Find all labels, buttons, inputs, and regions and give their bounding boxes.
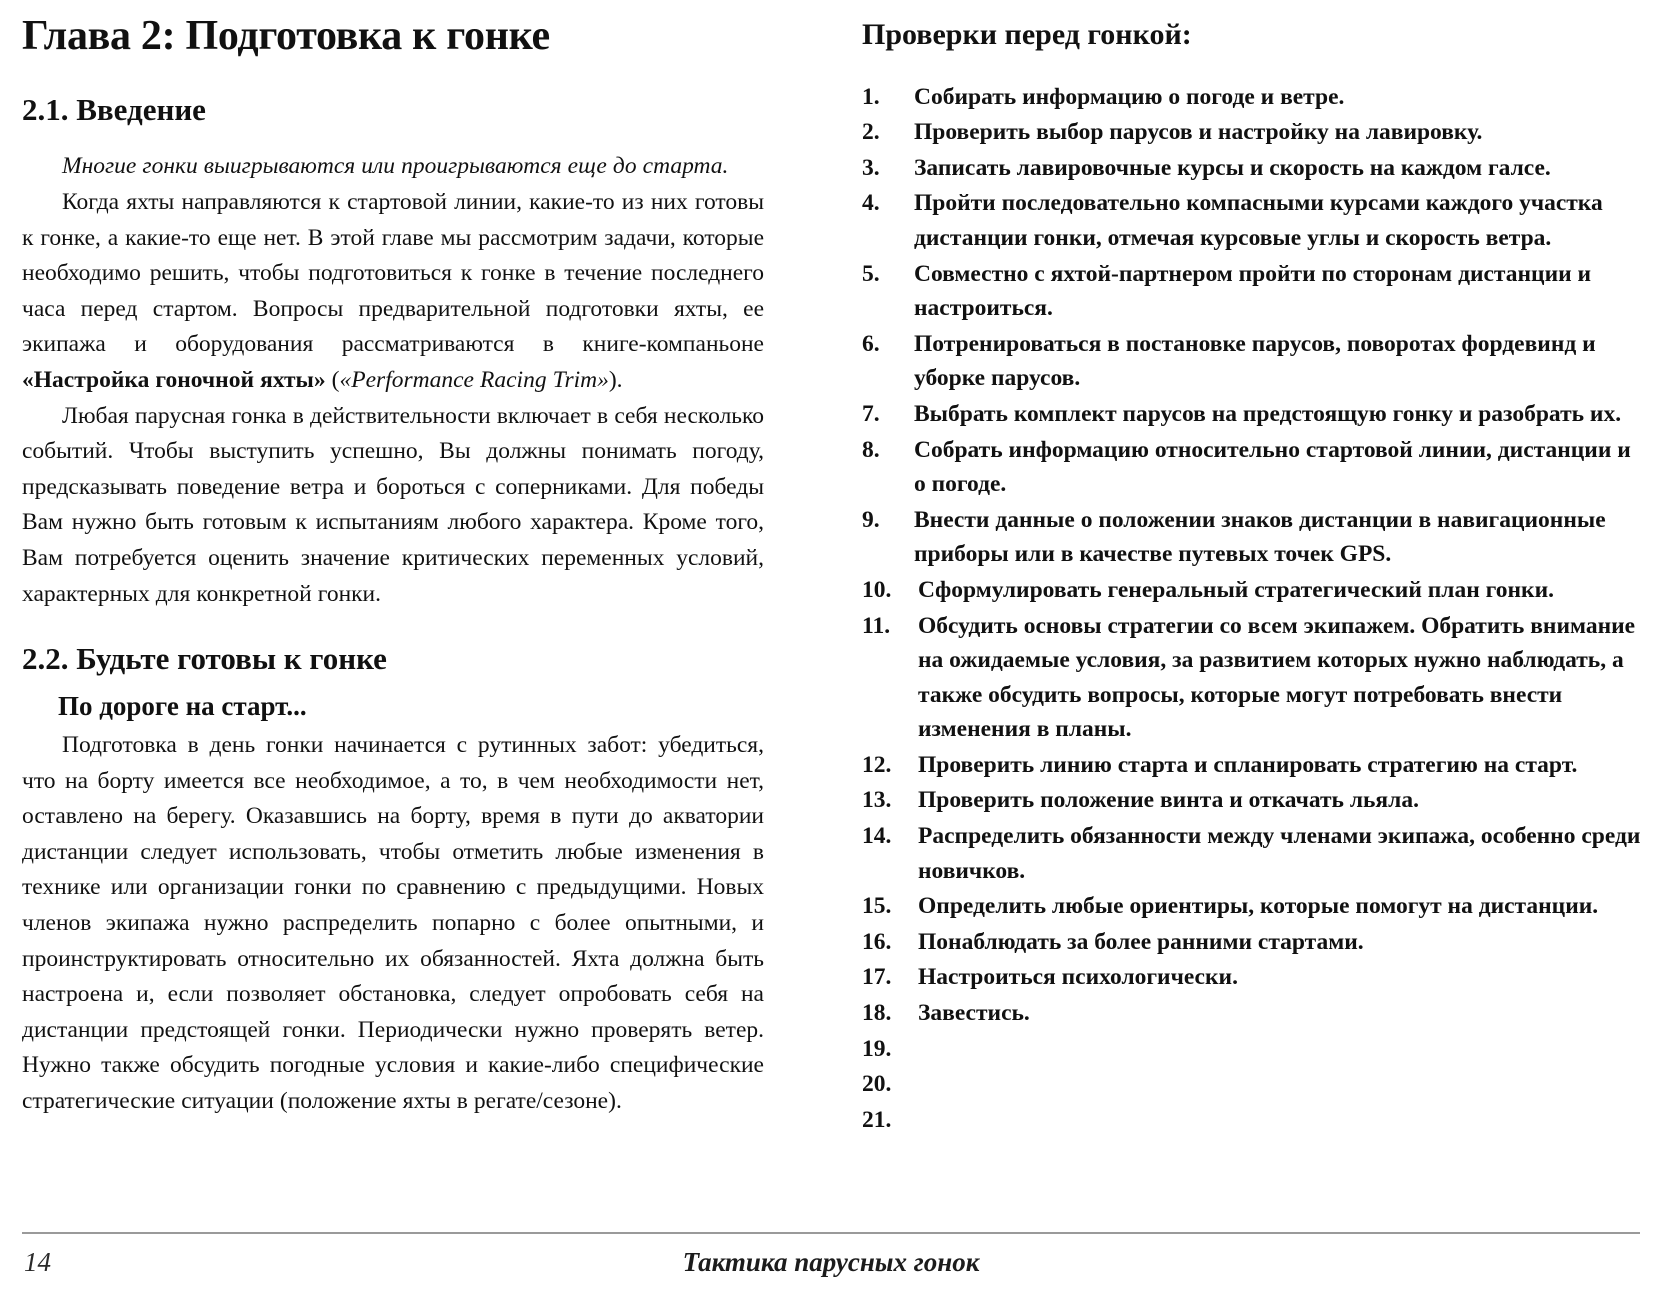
checklist-item xyxy=(862,748,1644,783)
paragraph-intro-text-c: ). xyxy=(608,367,623,394)
checklist-item xyxy=(862,573,1644,608)
checklist-item-text: Обсудить основы стратегии со всем экипажем. Обратить внимание на ожидаемые условия, за развитием которых нужно наблюдать, а также обсудить вопросы, которые могут потребовать внести изменения в планы. xyxy=(918,612,1636,743)
paragraph-intro-text-a: Когда яхты направляются к стартовой линии, какие-то из них готовы к гонке, а какие-то еще нет. В этой главе мы рассмотрим задачи, которые необходимо решить, чтобы подготовиться к гонке в течение последнего часа перед стартом. Вопросы предварительной подготовки яхты, ее экипажа и оборудования рассматриваются в книге-компаньоне xyxy=(22,189,764,358)
checklist-item xyxy=(862,609,1644,747)
checklist-item xyxy=(862,151,1644,186)
checklist-item xyxy=(862,1032,1644,1067)
checklist-item-text: Сформулировать генеральный стратегический план гонки. xyxy=(918,576,1554,603)
checklist-item xyxy=(862,1067,1644,1102)
paragraph-intro-text-b: ( xyxy=(325,367,340,394)
checklist-item-text: Проверить линию старта и спланировать стратегию на старт. xyxy=(918,751,1578,778)
checklist-item-text: Выбрать комплект парусов на предстоящую гонку и разобрать их. xyxy=(914,400,1622,427)
epigraph-paragraph: Многие гонки выигрываются или проигрываются еще до старта. xyxy=(62,153,729,180)
checklist-item-text: Внести данные о положении знаков дистанции в навигационные приборы или в качестве путевых точек GPS. xyxy=(914,506,1606,568)
paragraph-race-day-preparation: Подготовка в день гонки начинается с рутинных забот: убедиться, что на борту имеется все необходимое, а то, в чем необходимости нет, оставлено на берегу. Оказавшись на борту, время в пути до акватории дистанции следует использовать, чтобы отметить любые изменения в технике или организации гонки по сравнению с предыдущими. Новых членов экипажа нужно распределить попарно с более опытными, и проинструктировать относительно их обязанностей. Яхта должна быть настроена и, если позволяет обстановка, следует опробовать себя на дистанции предстоящей гонки. Периодически нужно проверять ветер. Нужно также обсудить погодные условия и какие-либо специфические стратегические ситуации (положение яхты в регате/сезоне). xyxy=(22,731,764,1114)
left-text-column xyxy=(22,14,764,1119)
checklist-item xyxy=(862,397,1644,432)
checklist-item-number: 3. xyxy=(862,154,880,181)
checklist-item-number: 12. xyxy=(862,751,892,778)
checklist-item-number: 17. xyxy=(862,964,892,991)
checklist-item-number: 1. xyxy=(862,83,880,110)
checklist-item xyxy=(862,889,1644,924)
checklist-item-number: 5. xyxy=(862,260,880,287)
checklist-item-number: 14. xyxy=(862,823,892,850)
checklist-title: Проверки перед гонкой: xyxy=(862,18,1192,51)
right-checklist-column xyxy=(862,18,1644,1138)
checklist-item-text: Совместно с яхтой-партнером пройти по сторонам дистанции и настроиться. xyxy=(914,260,1592,322)
checklist-item-number: 9. xyxy=(862,506,880,533)
checklist-item-text: Определить любые ориентиры, которые помогут на дистанции. xyxy=(918,893,1599,920)
checklist-item-number: 20. xyxy=(862,1071,892,1098)
checklist-item-number: 15. xyxy=(862,893,892,920)
checklist-item-number: 6. xyxy=(862,330,880,357)
checklist-item-number: 21. xyxy=(862,1106,892,1133)
companion-book-title-en: «Performance Racing Trim» xyxy=(339,367,609,394)
checklist-item xyxy=(862,925,1644,960)
checklist-item-text: Распределить обязанности между членами экипажа, особенно среди новичков. xyxy=(918,823,1641,884)
checklist-item xyxy=(862,80,1644,115)
page-footer xyxy=(22,1247,1640,1287)
checklist-item xyxy=(862,1103,1644,1138)
checklist-item xyxy=(862,783,1644,818)
checklist-item-text: Потренироваться в постановке парусов, поворотах фордевинд и уборке парусов. xyxy=(914,330,1596,392)
checklist-item xyxy=(862,996,1644,1031)
checklist-item-text: Пройти последовательно компасными курсами каждого участка дистанции гонки, отмечая курсовые углы и скорость ветра. xyxy=(914,190,1603,251)
checklist-item-number: 18. xyxy=(862,1000,892,1027)
checklist-item-number: 16. xyxy=(862,928,892,955)
page-number: 14 xyxy=(24,1247,51,1277)
checklist-item-number: 10. xyxy=(862,576,892,603)
paragraph-introduction xyxy=(22,185,764,399)
checklist-item xyxy=(862,960,1644,995)
chapter-title: Глава 2: Подготовка к гонке xyxy=(22,13,550,59)
checklist-item-number: 4. xyxy=(862,190,880,217)
checklist-item xyxy=(862,327,1644,396)
footer-divider xyxy=(22,1232,1640,1234)
checklist-item-text: Собрать информацию относительно стартовой линии, дистанции и о погоде. xyxy=(914,436,1631,498)
companion-book-title-ru: «Настройка гоночной яхты» xyxy=(22,367,326,394)
checklist-item-text: Завестись. xyxy=(918,1000,1030,1027)
paragraph-racing-events: Любая парусная гонка в действительности включает в себя несколько событий. Чтобы выступить успешно, Вы должны понимать погоду, предсказывать поведение ветра и бороться с соперниками. Для победы Вам нужно быть готовым к испытаниям любого характера. Кроме того, Вам потребуется оценить значение критических переменных условий, характерных для конкретной гонки. xyxy=(22,402,764,607)
section-heading-2-2: 2.2. Будьте готовы к гонке xyxy=(22,641,387,677)
checklist-item-number: 11. xyxy=(862,612,891,639)
checklist-item-text: Проверить положение винта и откачать льяла. xyxy=(918,787,1419,814)
checklist-item-text: Записать лавировочные курсы и скорость на каждом галсе. xyxy=(914,154,1551,181)
checklist-item-number: 2. xyxy=(862,119,880,146)
checklist-item xyxy=(862,257,1644,326)
checklist-item-text: Понаблюдать за более ранними стартами. xyxy=(918,928,1364,955)
section-heading-2-1: 2.1. Введение xyxy=(22,92,206,128)
pre-race-checklist xyxy=(862,80,1644,1138)
subsection-heading-on-the-way: По дороге на старт... xyxy=(58,691,307,722)
checklist-item-text: Собирать информацию о погоде и ветре. xyxy=(914,83,1345,110)
checklist-item xyxy=(862,115,1644,150)
checklist-item-text: Настроиться психологически. xyxy=(918,964,1238,991)
checklist-item xyxy=(862,819,1644,888)
checklist-item-text: Проверить выбор парусов и настройку на лавировку. xyxy=(914,119,1483,146)
checklist-item xyxy=(862,433,1644,502)
checklist-item-number: 7. xyxy=(862,400,880,427)
checklist-item-number: 13. xyxy=(862,787,892,814)
running-footer-book-title: Тактика парусных гонок xyxy=(682,1247,980,1277)
checklist-item xyxy=(862,503,1644,572)
checklist-item-number: 19. xyxy=(862,1035,892,1062)
checklist-item xyxy=(862,186,1644,255)
checklist-item-number: 8. xyxy=(862,436,880,463)
